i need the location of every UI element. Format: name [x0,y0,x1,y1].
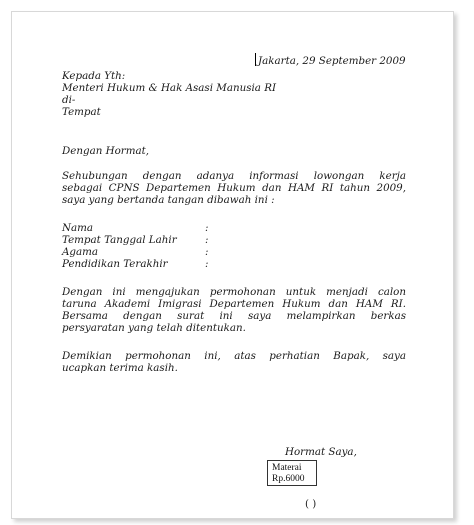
recipient-line-1: Kepada Yth: [62,70,126,82]
body-line-2: taruna Akademi Imigrasi Departemen Hukum dan HAM RI. [62,298,406,310]
signoff: Hormat Saya, [285,446,357,458]
field-colon: : [205,258,209,270]
field-label-name: Nama [62,222,94,234]
field-label-birth: Tempat Tanggal Lahir [62,234,177,246]
stamp-value: Rp.6000 [272,474,305,484]
body-line-4: persyaratan yang telah ditentukan. [62,322,246,334]
recipient-line-4: Tempat [62,106,101,118]
signature-name-placeholder: ( ) [305,498,317,510]
salutation: Dengan Hormat, [62,145,150,157]
intro-line-1: Sehubungan dengan adanya informasi lowongan kerja [62,170,406,182]
field-colon: : [205,234,209,246]
stamp-label: Materai [272,463,302,473]
recipient-line-3: di- [62,94,76,106]
field-label-religion: Agama [62,246,99,258]
text-cursor [255,53,256,66]
body-line-3: Bersama dengan surat ini saya melampirkan berkas [62,310,406,322]
field-colon: : [205,246,209,258]
body-line-1: Dengan ini mengajukan permohonan untuk menjadi calon [62,286,406,298]
place-date: Jakarta, 29 September 2009 [258,55,406,67]
intro-line-2: sebagai CPNS Departemen Hukum dan HAM RI tahun 2009, [62,182,406,194]
closing-line-1: Demikian permohonan ini, atas perhatian Bapak, saya [62,350,406,362]
field-colon: : [205,222,209,234]
duty-stamp-box [267,460,317,486]
intro-line-3: saya yang bertanda tangan dibawah ini : [62,194,275,206]
field-label-education: Pendidikan Terakhir [62,258,168,270]
closing-line-2: ucapkan terima kasih. [62,362,178,374]
recipient-line-2: Menteri Hukum & Hak Asasi Manusia RI [62,82,277,94]
